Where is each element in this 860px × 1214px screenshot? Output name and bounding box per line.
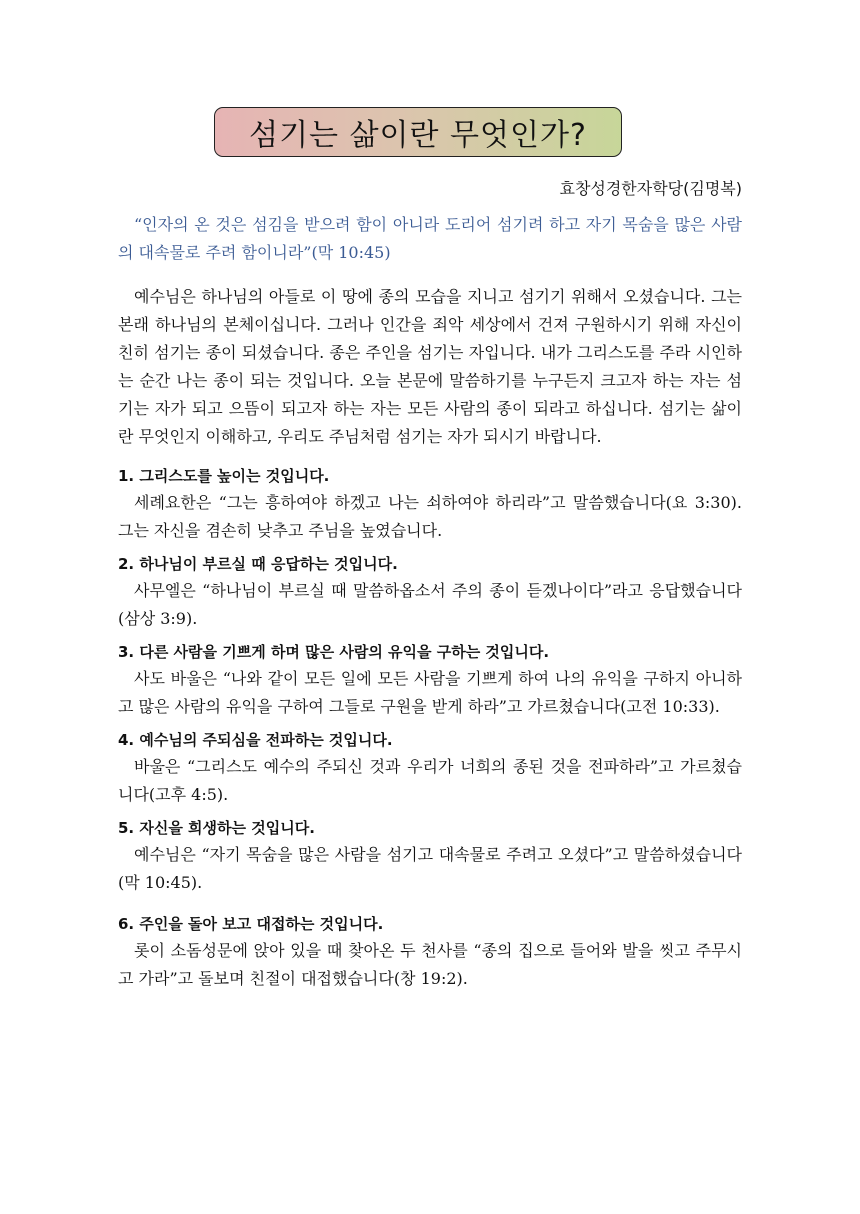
section-body: 예수님은 “자기 목숨을 많은 사람을 섬기고 대속물로 주려고 오셨다”고 말씀하셨습니다(막 10:45). (118, 845, 742, 892)
section-body: 바울은 “그리스도 예수의 주되신 것과 우리가 너희의 종된 것을 전파하라”고 가르쳤습니다(고후 4:5). (118, 757, 742, 804)
section-5 (118, 815, 742, 897)
author: 효창성경한자학당(김명복) (559, 179, 742, 198)
section-heading: 1. 그리스도를 높이는 것입니다. (118, 467, 330, 485)
section-heading: 3. 다른 사람을 기쁘게 하며 많은 사람의 유익을 구하는 것입니다. (118, 643, 550, 661)
section-6 (118, 911, 742, 993)
page-title: 섬기는 삶이란 무엇인가? (249, 118, 587, 153)
section-2 (118, 551, 742, 633)
section-body: 사무엘은 “하나님이 부르실 때 말씀하옵소서 주의 종이 듣겠나이다”라고 응답했습니다(삼상 3:9). (118, 581, 742, 628)
section-body: 사도 바울은 “나와 같이 모든 일에 모든 사람을 기쁘게 하여 나의 유익을 구하지 아니하고 많은 사람의 유익을 구하여 그들로 구원을 받게 하라”고 가르쳤습니다(고전 10:33). (118, 669, 742, 716)
intro-paragraph: 예수님은 하나님의 아들로 이 땅에 종의 모습을 지니고 섬기기 위해서 오셨습니다. 그는 본래 하나님의 본체이십니다. 그러나 인간을 죄악 세상에서 건져 구원하시기 위해 자신이 친히 섬기는 종이 되셨습니다. 종은 주인을 섬기는 자입니다. 내가 그리스도를 주라 시인하는 순간 나는 종이 되는 것입니다. 오늘 본문에 말씀하기를 누구든지 크고자 하는 자는 섬기는 자가 되고 으뜸이 되고자 하는 자는 모든 사람의 종이 되라고 하십니다. 섬기는 삶이란 무엇인지 이해하고, 우리도 주님처럼 섬기는 자가 되시기 바랍니다. (118, 287, 742, 446)
section-1 (118, 463, 742, 545)
section-heading: 4. 예수님의 주되심을 전파하는 것입니다. (118, 731, 393, 749)
section-body: 세례요한은 “그는 흥하여야 하겠고 나는 쇠하여야 하리라”고 말씀했습니다(요 3:30). 그는 자신을 겸손히 낮추고 주님을 높였습니다. (118, 493, 742, 540)
key-verse: “인자의 온 것은 섬김을 받으려 함이 아니라 도리어 섬기려 하고 자기 목숨을 많은 사람의 대속물로 주려 함이니라”(막 10:45) (118, 215, 742, 262)
section-heading: 5. 자신을 희생하는 것입니다. (118, 819, 315, 837)
document-body (118, 283, 742, 999)
title-box (214, 107, 622, 157)
section-heading: 6. 주인을 돌아 보고 대접하는 것입니다. (118, 915, 384, 933)
section-heading: 2. 하나님이 부르실 때 응답하는 것입니다. (118, 555, 398, 573)
section-4 (118, 727, 742, 809)
section-body: 롯이 소돔성문에 앉아 있을 때 찾아온 두 천사를 “종의 집으로 들어와 발을 씻고 주무시고 가라”고 돌보며 친절이 대접했습니다(창 19:2). (118, 941, 742, 988)
section-3 (118, 639, 742, 721)
